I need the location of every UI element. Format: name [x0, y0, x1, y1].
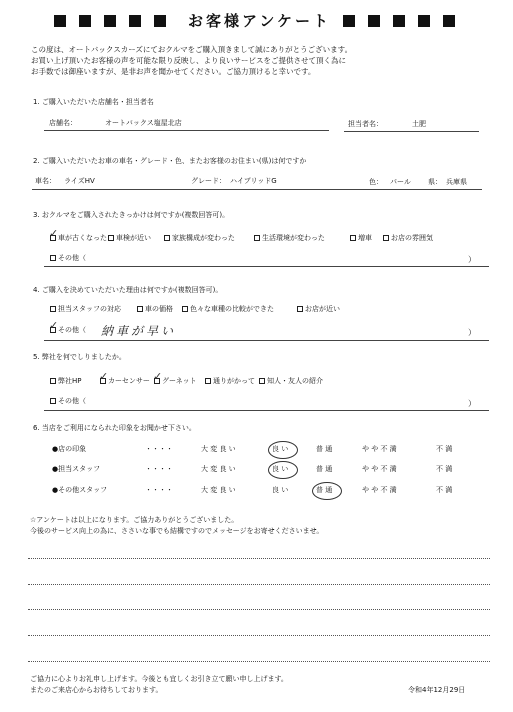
checkbox[interactable]: [297, 306, 303, 312]
q3-other[interactable]: その他（: [50, 254, 86, 263]
checkbox[interactable]: [259, 378, 265, 384]
square-icon: [154, 15, 166, 27]
q3-option-5[interactable]: 増車: [350, 234, 372, 243]
q5-label: 5. 弊社を何でしりましたか。: [33, 353, 126, 361]
store-label: 店舗名：: [49, 119, 77, 127]
q5-other[interactable]: その他（: [50, 397, 86, 406]
rating-option[interactable]: や や 不 満: [362, 486, 397, 494]
message-line[interactable]: [28, 558, 490, 559]
q5-option-2[interactable]: ✓ カーセンサー: [99, 370, 150, 385]
q5-option-1[interactable]: 弊社HP: [50, 377, 82, 386]
closing-line-2: 今後のサービス向上の為に、ささいな事でも結構ですのでメッセージをお寄せくださいませ。: [30, 527, 324, 535]
q3-option-1[interactable]: ✓ 車が古くなった: [49, 227, 107, 242]
car-value[interactable]: ライズHV: [64, 177, 95, 185]
q4-option-2[interactable]: 車の価格: [137, 305, 173, 314]
checkbox[interactable]: [350, 235, 356, 241]
q3-option-4[interactable]: 生活環境が変わった: [254, 234, 325, 243]
check-mark-icon: ✓: [153, 370, 163, 383]
q4-other-handwritten[interactable]: 納車が早い: [101, 324, 177, 338]
rating-row-dots: ・・・・: [145, 465, 173, 473]
q3-close-paren: ）: [468, 255, 476, 264]
q5-close-paren: ）: [468, 399, 476, 408]
q2-label: 2. ご購入いただいたお車の車名・グレード・色、またお客様のお住まい(県)は何ですか: [33, 157, 307, 165]
rating-option[interactable]: 不 満: [436, 486, 453, 494]
q3-label: 3. おクルマをご購入されたきっかけは何ですか(複数回答可)。: [33, 211, 230, 219]
q3-option-3[interactable]: 家族構成が変わった: [164, 234, 235, 243]
checkbox[interactable]: [383, 235, 389, 241]
rating-row-label: ●その他スタッフ: [52, 486, 108, 494]
rating-row-dots: ・・・・: [145, 445, 173, 453]
rating-option[interactable]: 普 通: [316, 445, 333, 453]
q3-option-6[interactable]: お店の雰囲気: [383, 234, 433, 243]
checkbox[interactable]: [50, 255, 56, 261]
q4-option-3[interactable]: 色々な車種の比較ができた: [182, 305, 274, 314]
staff-label: 担当者名：: [348, 120, 383, 128]
q4-underline: [44, 340, 489, 341]
rating-option[interactable]: 不 満: [436, 465, 453, 473]
intro-line-2: お買い上げ頂いたお客様の声を可能な限り反映し、より良いサービスをご提供させて頂く為に: [31, 56, 346, 65]
rating-row-dots: ・・・・: [145, 486, 173, 494]
q3-option-2[interactable]: 車検が近い: [108, 234, 151, 243]
square-icon: [418, 15, 430, 27]
checkbox[interactable]: [50, 398, 56, 404]
rating-option[interactable]: 普 通: [316, 486, 333, 494]
rating-option[interactable]: 大 変 良 い: [201, 445, 236, 453]
car-underline: [32, 189, 482, 190]
q4-label: 4. ご購入を決めていただいた理由は何ですか(複数回答可)。: [33, 286, 223, 294]
check-mark-icon: ✓: [49, 227, 59, 240]
selection-circle-icon: [268, 441, 298, 459]
q4-option-1[interactable]: 担当スタッフの対応: [50, 305, 121, 314]
pref-label: 県：: [428, 178, 442, 186]
message-line[interactable]: [28, 584, 490, 585]
car-label: 車名：: [35, 177, 56, 185]
q5-option-4[interactable]: 通りがかって: [205, 377, 255, 386]
square-icon: [129, 15, 141, 27]
square-icon: [104, 15, 116, 27]
checkbox[interactable]: [108, 235, 114, 241]
rating-option[interactable]: 大 変 良 い: [201, 465, 236, 473]
message-line[interactable]: [28, 609, 490, 610]
square-icon: [79, 15, 91, 27]
square-icon: [343, 15, 355, 27]
checkbox[interactable]: [137, 306, 143, 312]
message-line[interactable]: [28, 635, 490, 636]
rating-option[interactable]: 良 い: [272, 465, 289, 473]
staff-underline: [344, 131, 479, 132]
rating-option[interactable]: や や 不 満: [362, 465, 397, 473]
color-value[interactable]: パール: [390, 178, 411, 186]
square-icon: [368, 15, 380, 27]
rating-option[interactable]: 良 い: [272, 486, 289, 494]
selection-circle-icon: [312, 482, 342, 500]
checkbox[interactable]: [205, 378, 211, 384]
staff-value[interactable]: 土肥: [412, 120, 426, 128]
selection-circle-icon: [268, 461, 298, 479]
rating-option[interactable]: 不 満: [436, 445, 453, 453]
q1-label: 1. ご購入いただいた店舗名・担当者名: [33, 98, 154, 106]
rating-option[interactable]: や や 不 満: [362, 445, 397, 453]
square-icon: [54, 15, 66, 27]
rating-row-label: ●店の印象: [52, 445, 87, 453]
grade-label: グレード：: [191, 177, 226, 185]
checkbox[interactable]: [50, 378, 56, 384]
color-label: 色：: [369, 178, 383, 186]
check-mark-icon: ✓: [99, 370, 109, 383]
square-icon: [443, 15, 455, 27]
checkbox[interactable]: [182, 306, 188, 312]
q5-option-5[interactable]: 知人・友人の紹介: [259, 377, 323, 386]
check-mark-icon: ✓: [49, 319, 59, 332]
grade-value[interactable]: ハイブリッドG: [230, 177, 277, 185]
q5-option-3[interactable]: ✓ グーネット: [153, 370, 197, 385]
footer-date: 令和4年12月29日: [408, 686, 466, 694]
checkbox[interactable]: [50, 306, 56, 312]
title-banner: [0, 10, 513, 36]
q4-option-4[interactable]: お店が近い: [297, 305, 340, 314]
checkbox[interactable]: [254, 235, 260, 241]
rating-option[interactable]: 大 変 良 い: [201, 486, 236, 494]
intro-line-3: お手数では御座いますが、是非お声を聞かせてください。ご協力頂けると幸いです。: [31, 67, 316, 76]
checkbox[interactable]: [164, 235, 170, 241]
store-value[interactable]: オートバックス塩屋北店: [105, 119, 182, 127]
q5-underline: [44, 410, 489, 411]
store-underline: [44, 130, 329, 131]
footer-line-2: またのご来店心からお待ちしております。: [30, 686, 163, 694]
rating-option[interactable]: 良 い: [272, 445, 289, 453]
page-title: お客様アンケート: [187, 12, 332, 30]
pref-value[interactable]: 兵庫県: [446, 178, 467, 186]
q6-label: 6. 当店をご利用になられた印象をお聞かせ下さい。: [33, 424, 196, 432]
intro-line-1: この度は、オートバックスカーズにておクルマをご購入頂きまして誠にありがとうございます。: [31, 45, 353, 54]
square-icon: [393, 15, 405, 27]
closing-line-1: ☆アンケートは以上になります。ご協力ありがとうございました。: [30, 516, 239, 524]
message-line[interactable]: [28, 661, 490, 662]
rating-option[interactable]: 普 通: [316, 465, 333, 473]
q4-other[interactable]: ✓ その他（: [49, 319, 86, 334]
q3-underline: [44, 266, 489, 267]
rating-row-label: ●担当スタッフ: [52, 465, 101, 473]
footer-line-1: ご協力に心よりお礼申し上げます。今後とも宜しくお引き立て願い申し上げます。: [30, 675, 288, 683]
q4-close-paren: ）: [468, 328, 476, 337]
